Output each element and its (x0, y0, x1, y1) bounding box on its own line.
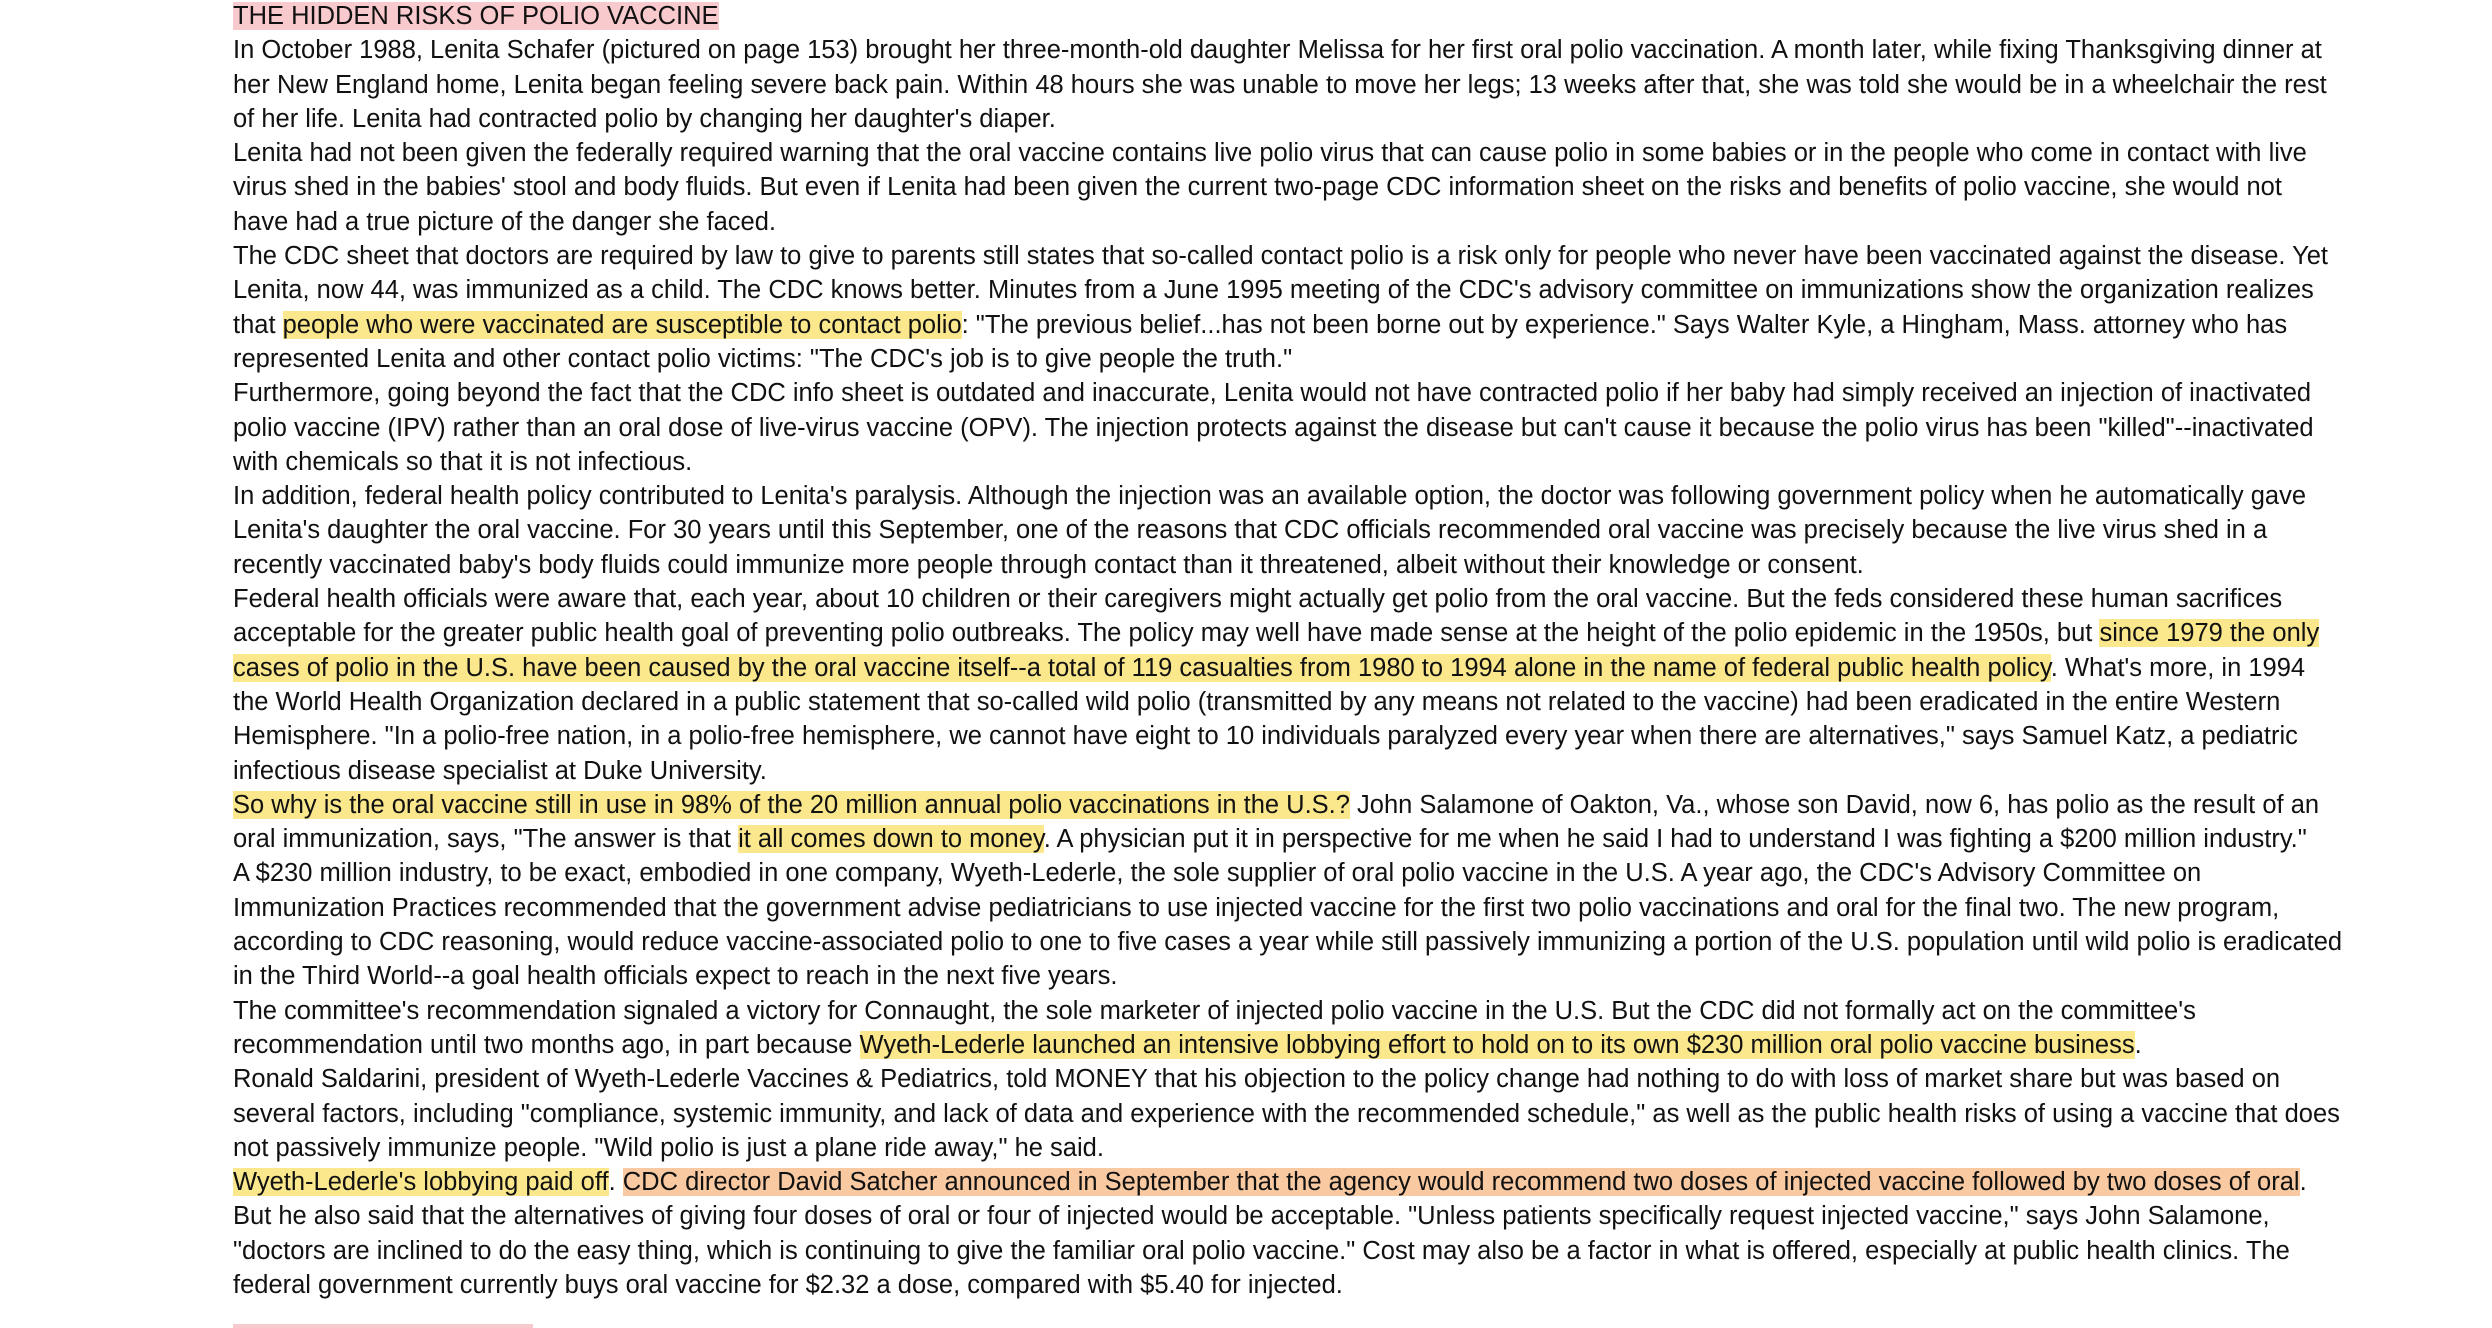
next-heading-highlight-cutoff (233, 1324, 533, 1328)
highlight-money: it all comes down to money (738, 825, 1044, 854)
highlight-contact-polio: people who were vaccinated are susceptible to contact polio (282, 310, 962, 339)
paragraph-6-text-2: . What's more, in 1994 the World Health Organization declared in a public statement that so-called wild polio (transmitted by any means not related to the vaccine) had been eradicated in the entire Western Hemisphere. "In a polio-free nation, in a polio-free hemisphere, we cannot have eight to 10 individuals paralyzed every year when there are alternatives," says Samuel Katz, a pediatric infectious disease specialist at Duke University. (233, 653, 2306, 785)
paragraph-11-text-2: . But he also said that the alternatives of giving four doses of oral or four of injected would be acceptable. "Unless patients specifically request injected vaccine," says John Salamone, "doctors are inclined to do the easy thing, which is continuing to give the familiar oral polio vaccine." Cost may also be a factor in what is offered, especially at public health clinics. The federal government currently buys oral vaccine for $2.32 a dose, compared with $5.40 for injected. (233, 1168, 2307, 1299)
paragraph-3-text: The CDC sheet that doctors are required by law to give to parents still states that so-called contact polio is a risk only for people who never have been vaccinated against the disease. Yet Lenita, now 44, was immunized as a child. The CDC knows better. Minutes from a June 1995 meeting of the CDC's advisory committee on immunizations show the organization realizes that (233, 242, 2329, 339)
highlight-oral-vaccine-question: So why is the oral vaccine still in use in 98% of the 20 million annual polio vaccinations in the U.S.? (233, 790, 1350, 819)
paragraph-2: Lenita had not been given the federally required warning that the oral vaccine contains live polio virus that can cause polio in some babies or in the people who come in contact with live virus shed in the babies' stool and body fluids. But even if Lenita had been given the current two-page CDC information sheet on the risks and benefits of polio vaccine, she would not have had a true picture of the danger she faced. (233, 139, 2307, 236)
highlight-lobbying-paid-off: Wyeth-Lederle's lobbying paid off (233, 1168, 609, 1197)
title-highlight: THE HIDDEN RISKS OF POLIO VACCINE (233, 2, 719, 30)
paragraph-7-text-2: . A physician put it in perspective for me when he said I had to understand I was fighting a $200 million industry." (1043, 825, 2307, 854)
paragraph-4: Furthermore, going beyond the fact that the CDC info sheet is outdated and inaccurate, Lenita would not have contracted polio if her baby had simply received an injection of inactivated polio vaccine (IPV) rather than an oral dose of live-virus vaccine (OPV). The injection protects against the disease but can't cause it because the polio virus has been "killed"--inactivated with chemicals so that it is not infectious. (233, 379, 2314, 476)
article-title (233, 0, 2343, 33)
paragraph-11 (233, 1165, 2343, 1302)
paragraph-9 (233, 994, 2343, 1063)
paragraph-11-text: . (608, 1168, 623, 1197)
paragraph-7-text: John Salamone of Oakton, Va., whose son David, now 6, has polio as the result of an oral immunization, says, "The answer is that (233, 790, 2320, 854)
paragraph-6 (233, 582, 2343, 788)
paragraph-7 (233, 788, 2343, 857)
paragraph-6-text: Federal health officials were aware that, each year, about 10 children or their caregivers might actually get polio from the oral vaccine. But the feds considered these human sacrifices acceptable for the greater public health goal of preventing polio outbreaks. The policy may well have made sense at the height of the polio epidemic in the 1950s, but (233, 585, 2283, 648)
paragraph-5: In addition, federal health policy contributed to Lenita's paralysis. Although the injection was an available option, the doctor was following government policy when he automatically gave Lenita's daughter the oral vaccine. For 30 years until this September, one of the reasons that CDC officials recommended oral vaccine was precisely because the live virus shed in a recently vaccinated baby's body fluids could immunize more people through contact than it threatened, albeit without their knowledge or consent. (233, 482, 2307, 579)
highlight-cdc-director: CDC director David Satcher announced in September that the agency would recommend two doses of injected vaccine followed by two doses of oral (622, 1168, 2300, 1197)
article (233, 0, 2343, 1302)
paragraph-9-text: The committee's recommendation signaled a victory for Connaught, the sole marketer of injected polio vaccine in the U.S. But the CDC did not formally act on the committee's recommendation until two months ago, in part because (233, 996, 2196, 1059)
highlight-lobbying-effort: Wyeth-Lederle launched an intensive lobbying effort to hold on to its own $230 million oral polio vaccine business (859, 1030, 2135, 1059)
paragraph-10: Ronald Saldarini, president of Wyeth-Lederle Vaccines & Pediatrics, told MONEY that his objection to the policy change had nothing to do with loss of market share but was based on several factors, including "compliance, systemic immunity, and lack of data and experience with the recommended schedule," as well as the public health risks of using a vaccine that does not passively immunize people. "Wild polio is just a plane ride away," he said. (233, 1065, 2340, 1162)
highlight-polio-cases: since 1979 the only cases of polio in the U.S. have been caused by the oral vaccine itself--a total of 119 casualties from 1980 to 1994 alone in the name of federal public health policy (233, 619, 2320, 682)
paragraph-3-text-2: : "The previous belief...has not been borne out by experience." Says Walter Kyle, a Hingham, Mass. attorney who has represented Lenita and other contact polio victims: "The CDC's job is to give people the truth." (233, 310, 2288, 373)
paragraph-3 (233, 239, 2343, 376)
paragraph-1: In October 1988, Lenita Schafer (pictured on page 153) brought her three-month-old daughter Melissa for her first oral polio vaccination. A month later, while fixing Thanksgiving dinner at her New England home, Lenita began feeling severe back pain. Within 48 hours she was unable to move her legs; 13 weeks after that, she was told she would be in a wheelchair the rest of her life. Lenita had contracted polio by changing her daughter's diaper. (233, 36, 2327, 133)
paragraph-8: A $230 million industry, to be exact, embodied in one company, Wyeth-Lederle, the sole supplier of oral polio vaccine in the U.S. A year ago, the CDC's Advisory Committee on Immunization Practices recommended that the government advise pediatricians to use injected vaccine for the first two polio vaccinations and oral for the final two. The new program, according to CDC reasoning, would reduce vaccine-associated polio to one to five cases a year while still passively immunizing a portion of the U.S. population until wild polio is eradicated in the Third World--a goal health officials expect to reach in the next five years. (233, 859, 2343, 991)
paragraph-9-text-2: . (2134, 1030, 2142, 1059)
